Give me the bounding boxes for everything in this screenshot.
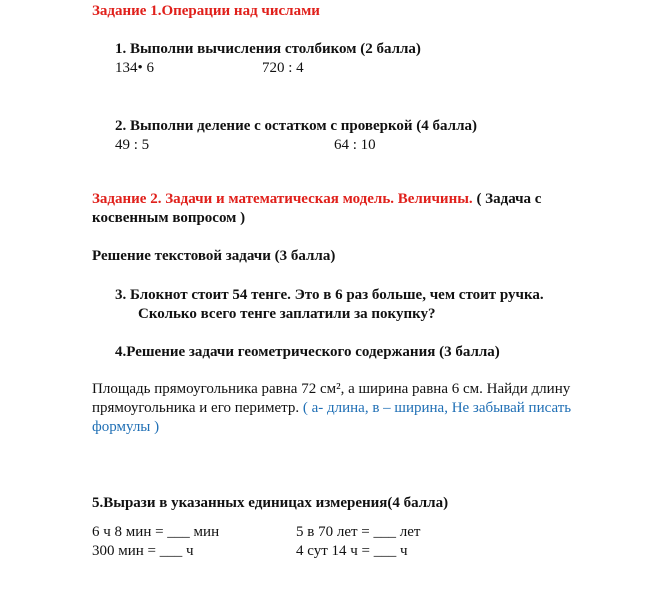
task5-row2-right: 4 сут 14 ч = ___ ч	[296, 543, 408, 559]
task2-title-line2: косвенным вопросом )	[92, 210, 246, 226]
task5-row1-right: 5 в 70 лет = ___ лет	[296, 524, 421, 540]
task5-row2-left: 300 мин = ___ ч	[92, 543, 194, 559]
task2-item4-text1: Площадь прямоугольника равна 72 см², а ширина равна 6 см. Найди длину	[92, 381, 571, 397]
task1-item1-expr-a: 134• 6	[115, 60, 155, 76]
task1-item1-expr-b: 720 : 4	[262, 60, 304, 76]
task1-item2-expr-b: 64 : 10	[334, 137, 376, 153]
task2-item4-hint1: ( а- длина, в – ширина, Не забывай писать	[299, 400, 572, 416]
task5-heading: 5.Вырази в указанных единицах измерения(4 балла)	[92, 495, 449, 511]
task2-item4-heading: 4.Решение задачи геометрического содержания (3 балла)	[115, 344, 500, 360]
task2-title-rest: ( Задача с	[472, 191, 542, 207]
task2-title-line1	[92, 190, 541, 208]
task1-item2-expr-a: 49 : 5	[115, 137, 150, 153]
task2-item3-line2: Сколько всего тенге заплатили за покупку?	[138, 306, 436, 322]
task1-item1-heading: 1. Выполни вычисления столбиком (2 балла)	[115, 41, 421, 57]
task2-title-red: Задание 2. Задачи и математическая модель. Величины.	[92, 191, 473, 207]
task2-item4-hint2: формулы )	[92, 419, 160, 435]
task1-item2-heading: 2. Выполни деление с остатком с проверкой (4 балла)	[115, 118, 478, 134]
task2-item4-text2-line	[92, 399, 571, 417]
task2-subheading: Решение текстовой задачи (3 балла)	[92, 248, 336, 264]
task1-title: Задание 1.Операции над числами	[92, 3, 320, 19]
task2-item3-line1: 3. Блокнот стоит 54 тенге. Это в 6 раз больше, чем стоит ручка.	[115, 287, 544, 303]
task5-row1-left: 6 ч 8 мин = ___ мин	[92, 524, 220, 540]
task2-item4-text2: прямоугольника и его периметр.	[92, 400, 300, 416]
